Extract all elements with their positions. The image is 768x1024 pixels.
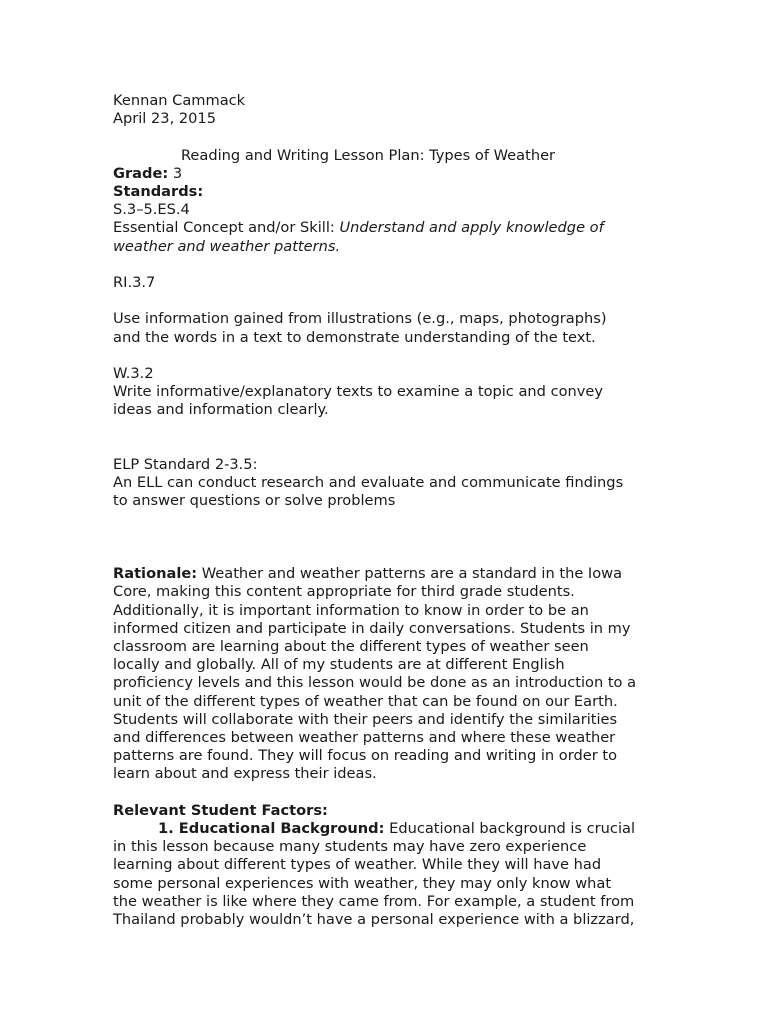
standard-1-italic-2: weather and weather patterns. — [113, 237, 341, 255]
standard-1-italic-1: Understand and apply knowledge of — [339, 219, 604, 237]
factor-1-line: some personal experiences with weather, they may only know what — [113, 874, 612, 892]
rationale-line: patterns are found. They will focus on reading and writing in order to — [113, 747, 617, 765]
rationale-line: Core, making this content appropriate for third grade students. — [113, 583, 575, 601]
rationale-line: learn about and express their ideas. — [113, 765, 377, 783]
standard-4-line-1: An ELL can conduct research and evaluate and communicate findings — [113, 474, 624, 492]
standard-1-code: S.3–5.ES.4 — [113, 201, 190, 219]
standard-1-prefix: Essential Concept and/or Skill: — [113, 219, 340, 237]
rationale-line: unit of the different types of weather that can be found on our Earth. — [113, 692, 618, 710]
standard-3-line-1: Write informative/explanatory texts to examine a topic and convey — [113, 383, 604, 401]
standard-1-line-1 — [113, 219, 658, 237]
standard-2-line-2: and the words in a text to demonstrate understanding of the text. — [113, 328, 596, 346]
rationale-text-1: Weather and weather patterns are a standard in the Iowa — [197, 565, 623, 583]
rationale-line: and differences between weather patterns and where these weather — [113, 729, 616, 747]
document-page — [113, 92, 658, 929]
factor-1-line-1 — [113, 820, 658, 838]
author-name: Kennan Cammack — [113, 92, 246, 109]
rationale-line: informed citizen and participate in daily conversations. Students in my — [113, 619, 631, 637]
factor-1-line: Thailand probably wouldn’t have a personal experience with a blizzard, — [113, 911, 635, 929]
standards-heading: Standards: — [113, 183, 204, 200]
standard-2-line-1: Use information gained from illustrations (e.g., maps, photographs) — [113, 310, 607, 328]
rationale-line: proficiency levels and this lesson would be done as an introduction to a — [113, 674, 637, 692]
factor-1-line: in this lesson because many students may have zero experience — [113, 838, 587, 856]
document-title: Reading and Writing Lesson Plan: Types of Weather — [180, 146, 556, 164]
rationale-line: classroom are learning about the different types of weather seen — [113, 638, 589, 655]
grade-label: Grade: — [113, 164, 169, 182]
rationale-line: locally and globally. All of my students are at different English — [113, 656, 565, 674]
document-date: April 23, 2015 — [113, 110, 216, 128]
standard-3-line-2: ideas and information clearly. — [113, 401, 329, 419]
factors-heading: Relevant Student Factors: — [113, 801, 328, 819]
standard-2-code: RI.3.7 — [113, 274, 156, 291]
rationale-line: Students will collaborate with their peers and identify the similarities — [113, 710, 618, 728]
grade-line — [113, 165, 658, 183]
factor-1-line: the weather is like where they came from. For example, a student from — [113, 892, 635, 910]
factor-1-label: 1. Educational Background: — [158, 820, 385, 838]
factor-1-line: learning about different types of weather. While they will have had — [113, 856, 602, 874]
rationale-line: Additionally, it is important information to know in order to be an — [113, 601, 589, 619]
standard-4-line-2: to answer questions or solve problems — [113, 492, 396, 510]
grade-value: 3 — [172, 164, 183, 182]
standard-4-code: ELP Standard 2-3.5: — [113, 455, 258, 473]
factor-1-text-1: Educational background is crucial — [384, 820, 635, 838]
standard-3-code: W.3.2 — [113, 364, 154, 382]
rationale-label: Rationale: — [113, 565, 198, 583]
rationale-line-1 — [113, 565, 658, 583]
